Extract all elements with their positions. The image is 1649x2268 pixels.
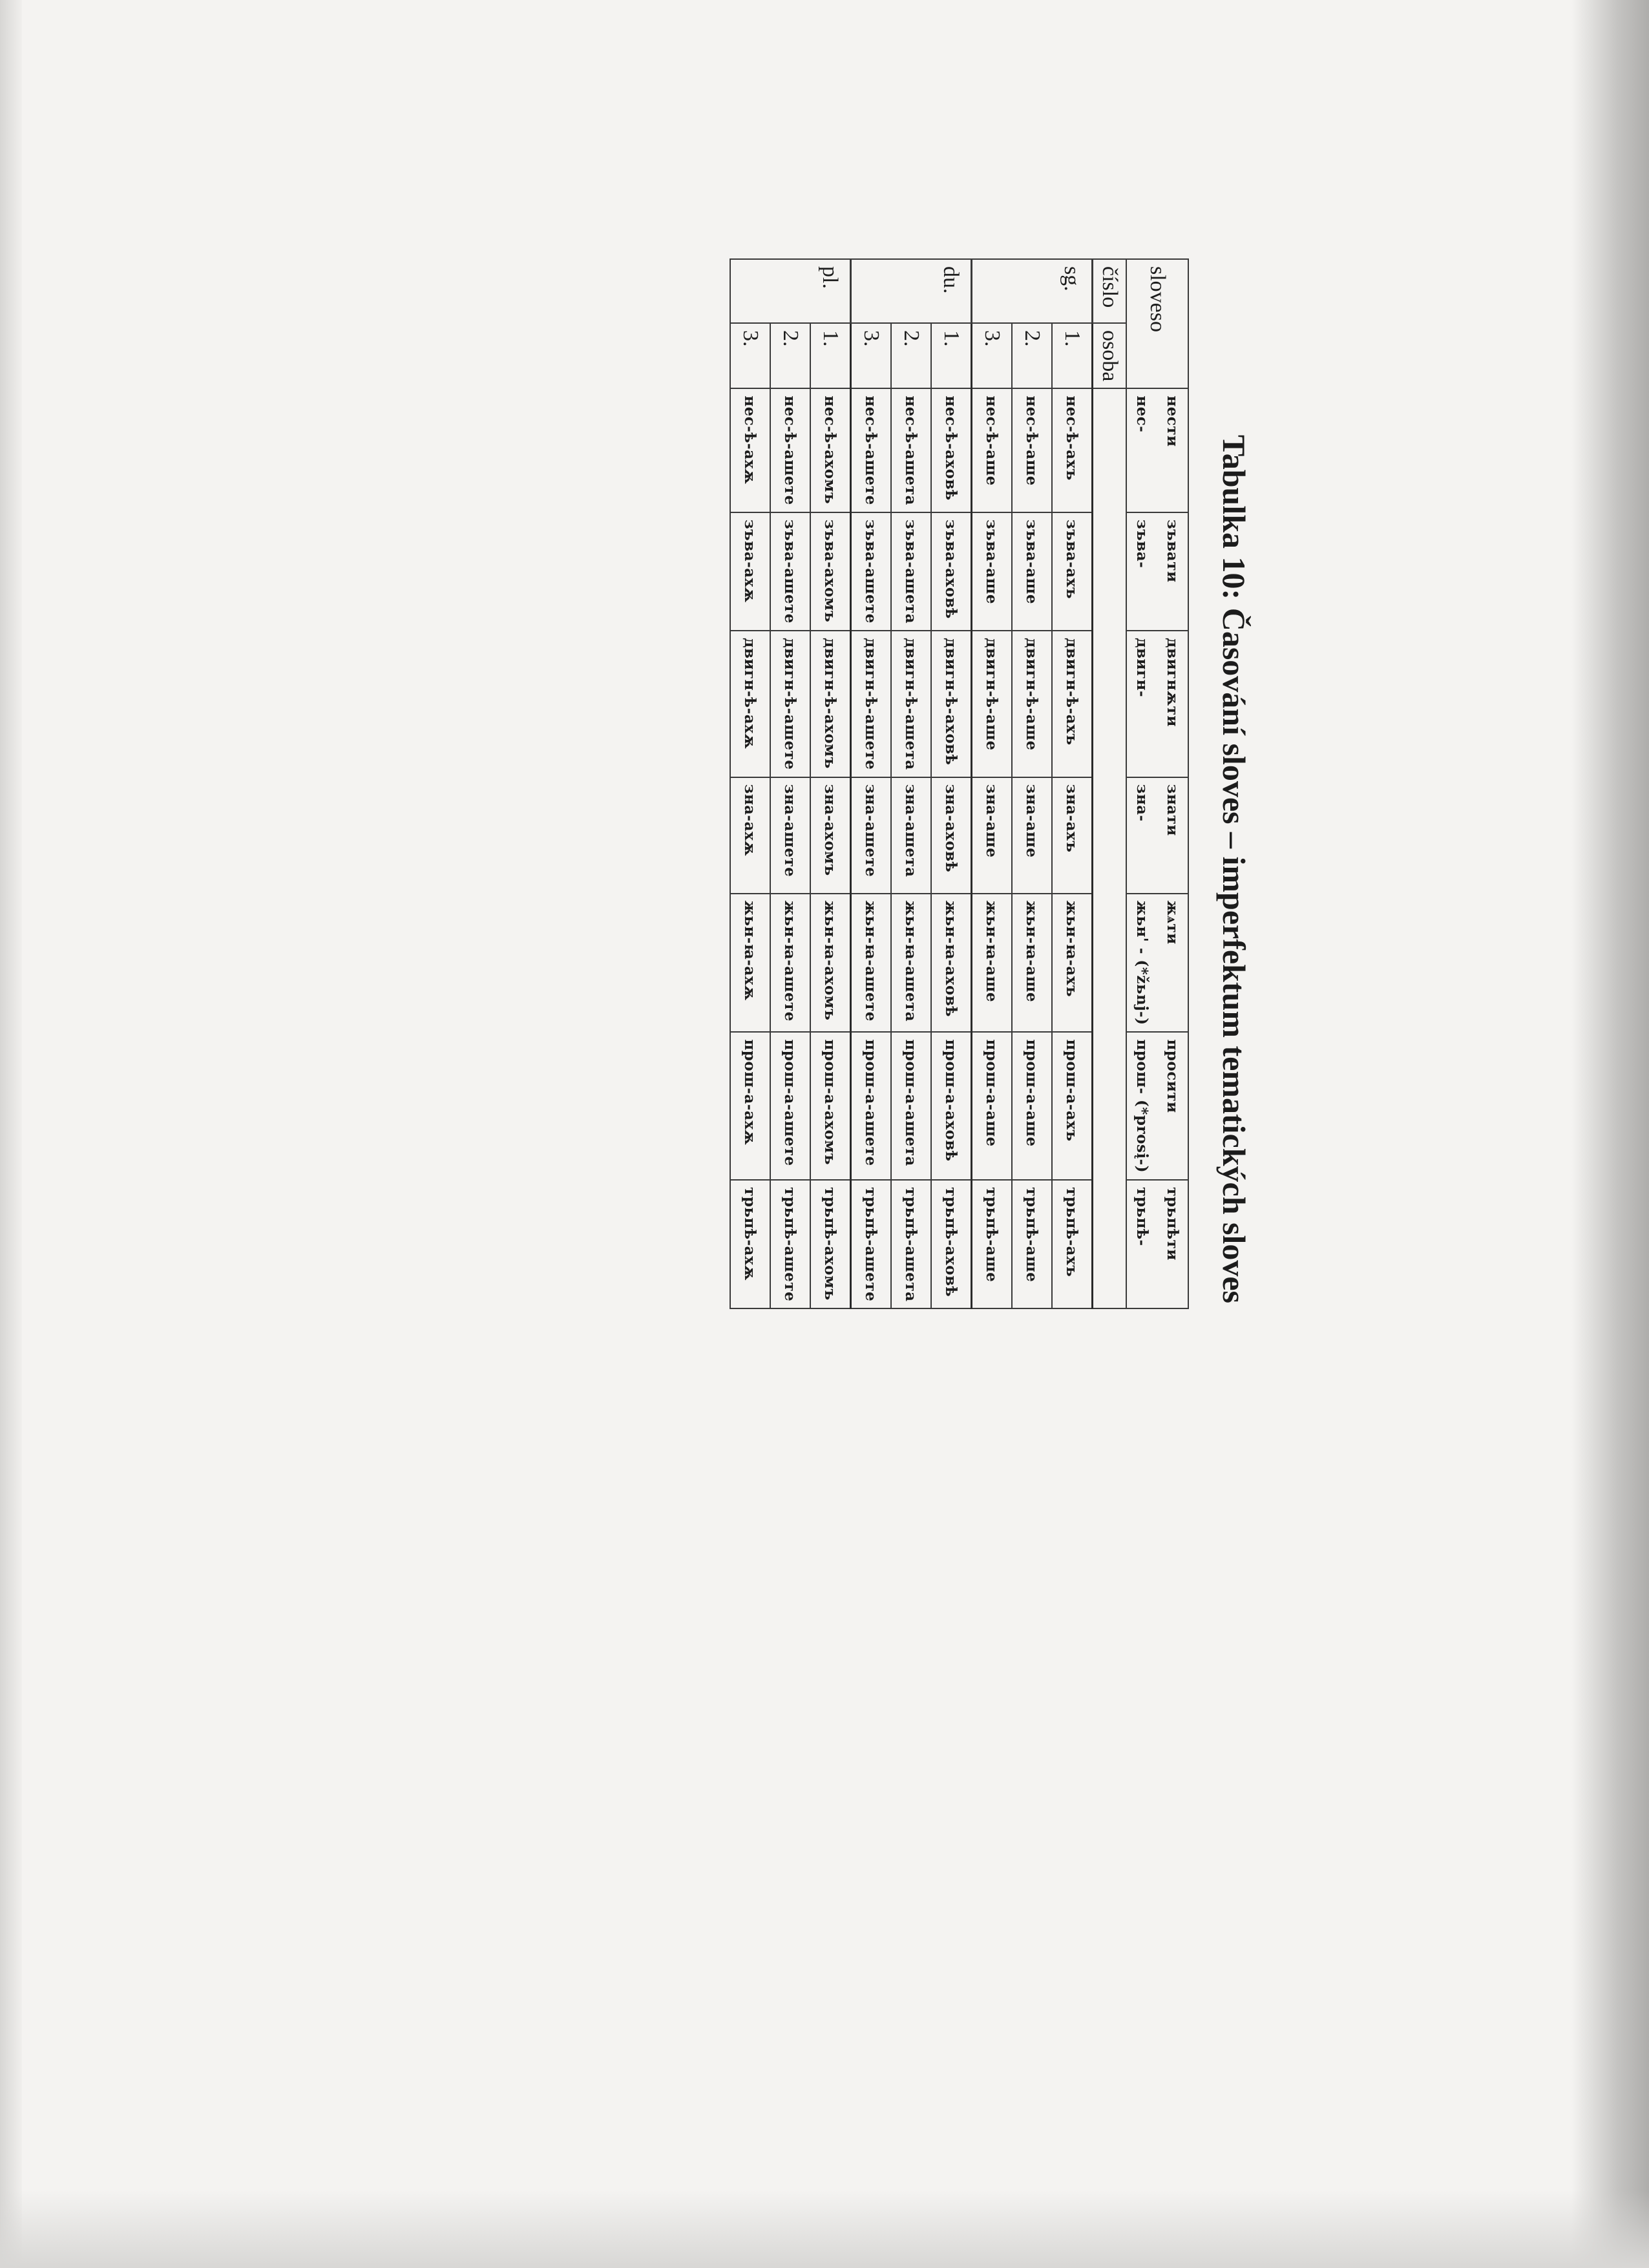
verb-form-cell: зна-ашета [891, 777, 931, 894]
verb-form-cell: двигн-ѣ-аше [1012, 631, 1052, 777]
verb-form-cell: зъва-ахомъ [810, 512, 851, 631]
conjugation-row [851, 259, 892, 1308]
verb-form-cell: трьпѣ-аше [1012, 1180, 1052, 1308]
verb-form-cell: нес-ѣ-ашете [851, 388, 892, 512]
conjugation-row [1012, 259, 1052, 1308]
number-cell [851, 259, 892, 323]
verb-form-cell: зъва-ахѫ [730, 512, 770, 631]
verb-form-cell: прош-а-ашете [851, 1032, 892, 1180]
verb-form-cell: прош-а-аховѣ [931, 1032, 972, 1180]
verb-form-cell: жьн-ꙗ-ашета [891, 894, 931, 1033]
verb-form-cell: двигн-ѣ-ахомъ [810, 631, 851, 777]
person-cell: 3. [730, 323, 770, 388]
infinitive-cell: двигнѫти [1158, 631, 1188, 777]
scan-right-edge [1571, 0, 1649, 2268]
verb-form-cell: зъва-ашете [851, 512, 892, 631]
verb-form-cell: двигн-ѣ-ашете [851, 631, 892, 777]
scan-bottom-shade [0, 2190, 1649, 2268]
verb-form-cell: трьпѣ-ахомъ [810, 1180, 851, 1308]
person-cell: 3. [851, 323, 892, 388]
verb-form-cell: прош-а-аше [1012, 1032, 1052, 1180]
person-cell: 2. [891, 323, 931, 388]
header-osoba: osoba [1093, 323, 1127, 388]
verb-form-cell: трьпѣ-ахѫ [730, 1180, 770, 1308]
infinitive-row [1158, 259, 1188, 1308]
person-cell: 3. [972, 323, 1013, 388]
verb-form-cell: зъва-ашете [770, 512, 810, 631]
rotated-page-content [236, 246, 1257, 1493]
number-cell: sg. [1052, 259, 1093, 323]
verb-form-cell: прош-а-ахомъ [810, 1032, 851, 1180]
verb-form-cell: двигн-ѣ-ашете [770, 631, 810, 777]
verb-form-cell: жьн-ꙗ-ашете [851, 894, 892, 1033]
verb-form-cell: трьпѣ-ашета [891, 1180, 931, 1308]
verb-form-cell: жьн-ꙗ-ахѫ [730, 894, 770, 1033]
verb-form-cell: зъва-аховѣ [931, 512, 972, 631]
infinitive-cell: нести [1158, 388, 1188, 512]
verb-form-cell: трьпѣ-ахъ [1052, 1180, 1093, 1308]
conjugation-row [972, 259, 1013, 1308]
verb-form-cell: жьн-ꙗ-ашете [770, 894, 810, 1033]
verb-form-cell: трьпѣ-аше [972, 1180, 1013, 1308]
verb-form-cell: двигн-ѣ-аше [972, 631, 1013, 777]
verb-form-cell: двигн-ѣ-аховѣ [931, 631, 972, 777]
verb-form-cell: нес-ѣ-аховѣ [931, 388, 972, 512]
verb-form-cell: зна-аше [1012, 777, 1052, 894]
infinitive-cell: знати [1158, 777, 1188, 894]
conjugation-row [891, 259, 931, 1308]
verb-form-cell: зъва-аше [1012, 512, 1052, 631]
verb-form-cell: прош-а-ахъ [1052, 1032, 1093, 1180]
verb-form-cell: зна-ахѫ [730, 777, 770, 894]
conjugation-row [931, 259, 972, 1308]
verb-form-cell: прош-а-ахѫ [730, 1032, 770, 1180]
stem-cell: трьпѣ- [1126, 1180, 1158, 1308]
number-cell [891, 259, 931, 323]
verb-form-cell: нес-ѣ-ахѫ [730, 388, 770, 512]
verb-form-cell: нес-ѣ-ахомъ [810, 388, 851, 512]
stem-row [1126, 259, 1158, 1308]
verb-form-cell: двигн-ѣ-ашета [891, 631, 931, 777]
verb-form-cell: зъва-аше [972, 512, 1013, 631]
conjugation-row [1052, 259, 1093, 1308]
verb-form-cell: нес-ѣ-ашете [770, 388, 810, 512]
table-title: Tabulka 10: Časování sloves – imperfektum tematických sloves [1216, 434, 1252, 1304]
conjugation-row [730, 259, 770, 1308]
verb-form-cell: жьн-ꙗ-ахъ [1052, 894, 1093, 1033]
stem-cell: зна- [1126, 777, 1158, 894]
person-cell: 1. [931, 323, 972, 388]
verb-form-cell: жьн-ꙗ-аше [1012, 894, 1052, 1033]
verb-form-cell: зъва-ашета [891, 512, 931, 631]
number-cell [730, 259, 770, 323]
verb-form-cell: жьн-ꙗ-ахомъ [810, 894, 851, 1033]
number-cell: pl. [810, 259, 851, 323]
verb-form-cell: двигн-ѣ-ахъ [1052, 631, 1093, 777]
header-sloveso: sloveso [1126, 259, 1188, 388]
person-cell: 1. [810, 323, 851, 388]
verb-form-cell: жьн-ꙗ-аховѣ [931, 894, 972, 1033]
number-cell [770, 259, 810, 323]
person-cell: 1. [1052, 323, 1093, 388]
number-cell: du. [931, 259, 972, 323]
verb-form-cell: двигн-ѣ-ахѫ [730, 631, 770, 777]
verb-form-cell: зна-аховѣ [931, 777, 972, 894]
number-person-header-row [1093, 259, 1127, 1308]
verb-form-cell: нес-ѣ-аше [972, 388, 1013, 512]
conjugation-row [770, 259, 810, 1308]
verb-form-cell: жьн-ꙗ-аше [972, 894, 1013, 1033]
number-cell [1012, 259, 1052, 323]
verb-form-cell: прош-а-ашете [770, 1032, 810, 1180]
verb-form-cell: нес-ѣ-ашета [891, 388, 931, 512]
stem-cell: двигн- [1126, 631, 1158, 777]
verb-form-cell: зна-ахъ [1052, 777, 1093, 894]
header-spacer [1093, 388, 1127, 1308]
stem-cell: зъва- [1126, 512, 1158, 631]
verb-form-cell: нес-ѣ-аше [1012, 388, 1052, 512]
verb-form-cell: зна-ашете [851, 777, 892, 894]
verb-form-cell: зна-аше [972, 777, 1013, 894]
verb-form-cell: зъва-ахъ [1052, 512, 1093, 631]
number-cell [972, 259, 1013, 323]
verb-form-cell: зна-ахомъ [810, 777, 851, 894]
stem-cell: прош- (*prosį-) [1126, 1032, 1158, 1180]
verb-form-cell: трьпѣ-ашете [851, 1180, 892, 1308]
stem-cell: нес- [1126, 388, 1158, 512]
scan-left-edge [0, 0, 22, 2268]
header-cislo: číslo [1093, 259, 1127, 323]
verb-form-cell: нес-ѣ-ахъ [1052, 388, 1093, 512]
verb-form-cell: трьпѣ-аховѣ [931, 1180, 972, 1308]
verb-form-cell: трьпѣ-ашете [770, 1180, 810, 1308]
person-cell: 2. [770, 323, 810, 388]
verb-form-cell: зна-ашете [770, 777, 810, 894]
infinitive-cell: просити [1158, 1032, 1188, 1180]
verb-form-cell: прош-а-аше [972, 1032, 1013, 1180]
person-cell: 2. [1012, 323, 1052, 388]
verb-form-cell: прош-а-ашета [891, 1032, 931, 1180]
conjugation-table [730, 258, 1189, 1309]
infinitive-cell: жѧти [1158, 894, 1188, 1033]
infinitive-cell: трьпѣти [1158, 1180, 1188, 1308]
infinitive-cell: зъвати [1158, 512, 1188, 631]
stem-cell: жьн' - (*žьnj-) [1126, 894, 1158, 1033]
conjugation-row [810, 259, 851, 1308]
